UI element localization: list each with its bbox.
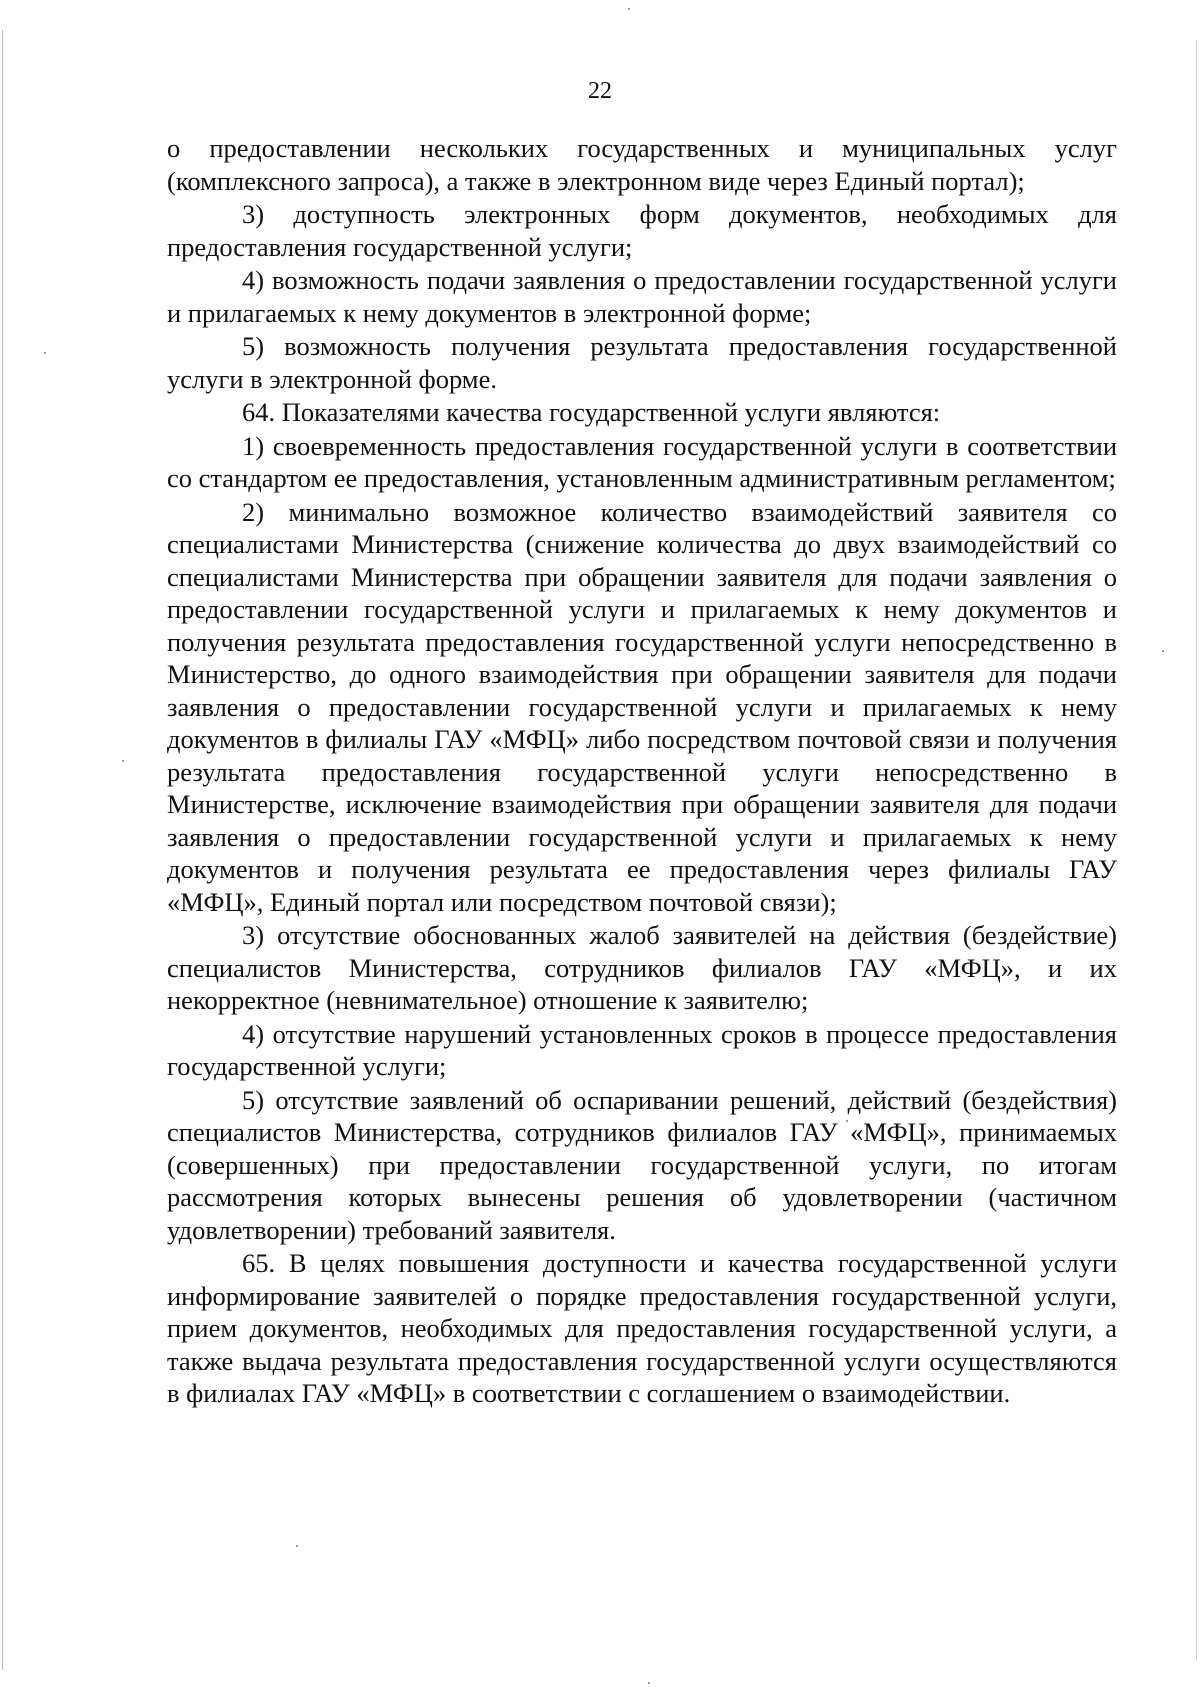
list-item-paragraph: 5) отсутствие заявлений об оспаривании решений, действий (бездействия) специалистов Министерства, сотрудников филиалов ГАУ «МФЦ», принимаемых (совершенных) при предоставлении государственной услуги, по итогам рассмотрения которых вынесены решения об удовлетворении (частичном удовлетворении) требований заявителя. (167, 1084, 1117, 1245)
section-paragraph: 64. Показателями качества государственной услуги являются: (242, 397, 941, 427)
scan-edge-right (1196, 40, 1197, 1660)
scan-speck (296, 1545, 298, 1547)
list-item-paragraph: 4) возможность подачи заявления о предоставлении государственной услуги и прилагаемых к нему документов в электронной форме; (167, 265, 1117, 328)
scan-speck (122, 760, 124, 762)
list-item-paragraph: 3) доступность электронных форм документов, необходимых для предоставления государственной услуги; (167, 199, 1117, 262)
page-number: 22 (588, 78, 612, 104)
scan-speck (628, 8, 630, 10)
list-item-paragraph: 3) отсутствие обоснованных жалоб заявителей на действия (бездействие) специалистов Министерства, сотрудников филиалов ГАУ «МФЦ», и их некорректное (невнимательное) отношение к заявителю; (167, 920, 1117, 1015)
scan-speck (648, 1682, 650, 1684)
body-text (167, 132, 1117, 1411)
list-item-paragraph: 5) возможность получения результата предоставления государственной услуги в электронной форме. (167, 331, 1117, 394)
scan-edge-left (2, 30, 3, 1670)
paragraph: о предоставлении нескольких государственных и муниципальных услуг (комплексного запроса), а также в электронном виде через Единый портал); (167, 133, 1117, 196)
list-item-paragraph: 4) отсутствие нарушений установленных сроков в процессе предоставления государственной услуги; (167, 1018, 1117, 1081)
section-paragraph: 65. В целях повышения доступности и качества государственной услуги информирование заявителей о порядке предоставления государственной услуги, прием документов, необходимых для предоставления государственной услуги, а также выдача результата предоставления государственной услуги осуществляются в филиалах ГАУ «МФЦ» в соответствии с соглашением о взаимодействии. (167, 1248, 1117, 1408)
list-item-paragraph: 1) своевременность предоставления государственной услуги в соответствии со стандартом ее предоставления, установленным административным регламентом; (167, 430, 1117, 493)
scan-speck (1162, 650, 1164, 652)
scan-speck (44, 352, 46, 354)
list-item-paragraph: 2) минимально возможное количество взаимодействий заявителя со специалистами Министерства (снижение количества до двух взаимодействий со специалистами Министерства при обращении заявителя для подачи заявления о предоставлении государственной услуги и прилагаемых к нему документов и получения результата предоставления государственной услуги непосредственно в Министерство, до одного взаимодействия при обращении заявителя для подачи заявления о предоставлении государственной услуги и прилагаемых к нему документов в филиалы ГАУ «МФЦ» либо посредством почтовой связи и получения результата предоставления государственной услуги непосредственно в Министерстве, исключение взаимодействия при обращении заявителя для подачи заявления о предоставлении государственной услуги и прилагаемых к нему документов и получения результата ее предоставления через филиалы ГАУ «МФЦ», Единый портал или посредством почтовой связи); (167, 496, 1117, 917)
